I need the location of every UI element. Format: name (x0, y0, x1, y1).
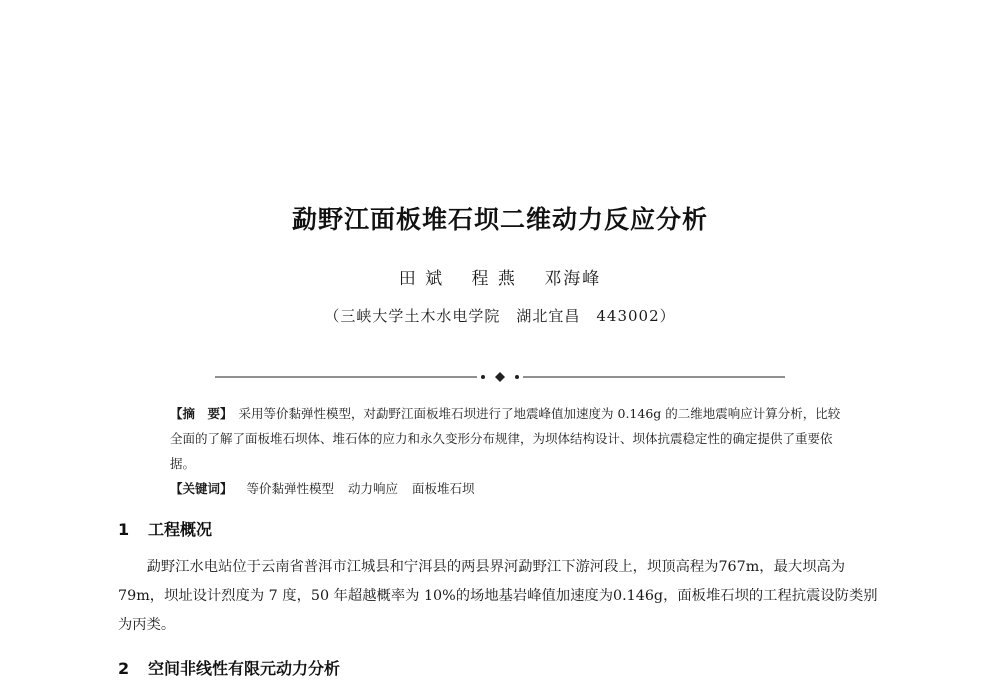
keyword: 等价黏弹性模型 (246, 481, 335, 496)
section-number: 1 (118, 520, 130, 539)
affiliation: （三峡大学土木水电学院 湖北宜昌 443002） (324, 307, 676, 325)
abstract-text: 采用等价黏弹性模型，对勐野江面板堆石坝进行了地震峰值加速度为 0.146g 的二维地震响应计算分析，比较全面的了解了面板堆石坝体、堆石体的应力和永久变形分布规律，为坝体结构设计、坝体抗震稳定性的确定提供了重要依据。 (170, 406, 841, 471)
ornament-divider (215, 370, 785, 384)
keywords-label: 【关键词】 (170, 481, 233, 496)
author-name: 田 斌 (398, 269, 445, 289)
keywords-row (170, 476, 850, 501)
paper-title: 勐野江面板堆石坝二维动力反应分析 (291, 205, 708, 234)
keyword: 面板堆石坝 (412, 481, 475, 496)
section-title: 工程概况 (148, 520, 213, 539)
section-body (118, 553, 888, 640)
section-number: 2 (118, 659, 130, 678)
author-name: 程 燕 (471, 269, 517, 289)
abstract-block (170, 401, 850, 501)
section-heading (118, 656, 340, 679)
author-name: 邓海峰 (544, 269, 602, 289)
abstract-paragraph (170, 401, 850, 476)
keyword: 动力响应 (348, 481, 399, 496)
abstract-label: 【摘 要】 (170, 406, 233, 421)
author-list (0, 264, 1000, 289)
section-heading (118, 517, 212, 540)
section-title: 空间非线性有限元动力分析 (148, 659, 341, 678)
body-paragraph: 勐野江水电站位于云南省普洱市江城县和宁洱县的两县界河勐野江下游河段上，坝顶高程为767m，最大坝高为79m，坝址设计烈度为 7 度，50 年超越概率为 10%的场地基岩峰值加速度为0.146g，面板堆石坝的工程抗震设防类别为丙类。 (118, 559, 878, 633)
